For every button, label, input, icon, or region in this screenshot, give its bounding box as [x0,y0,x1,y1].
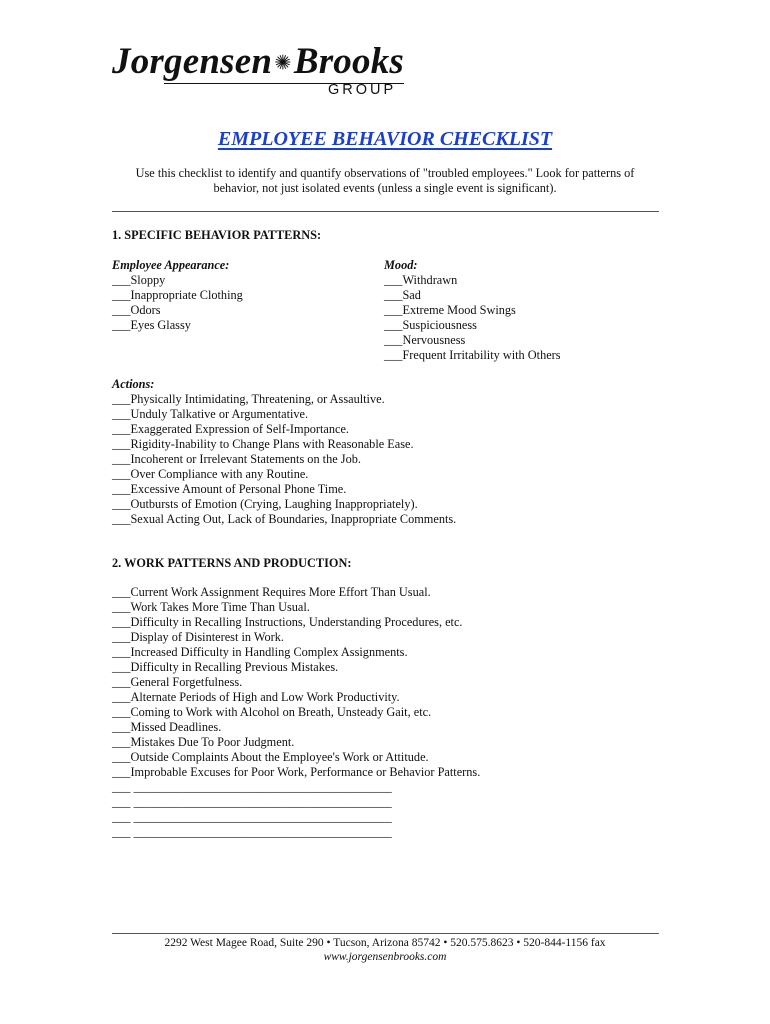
checklist-item: ___Improbable Excuses for Poor Work, Performance or Behavior Patterns. [112,765,481,779]
checklist-item: ___Work Takes More Time Than Usual. [112,600,310,614]
checklist-item: ___Missed Deadlines. [112,720,222,734]
actions-label: Actions: [112,377,155,391]
checklist-item: ___Outside Complaints About the Employee's Work or Attitude. [112,750,429,764]
logo-name-right: Brooks [293,41,404,82]
section2-heading: 2. WORK PATTERNS AND PRODUCTION: [112,556,352,570]
footer-address: 2292 West Magee Road, Suite 290 • Tucson, Arizona 85742 • 520.575.8623 • 520-844-1156 fax [164,937,606,949]
actions-list [112,392,456,527]
logo-group: GROUP [328,82,397,98]
divider [112,211,659,212]
checklist-item: ___Exaggerated Expression of Self-Importance. [112,422,349,436]
checklist-item: ___Frequent Irritability with Others [384,348,561,362]
appearance-list [112,273,243,333]
checklist-item: ___Odors [112,303,161,317]
mood-label: Mood: [384,258,418,272]
checklist-item: ___Excessive Amount of Personal Phone Time. [112,482,347,496]
mood-column [384,258,561,363]
checklist-item: ___Suspiciousness [384,318,477,332]
blank-line: ___ __________________________________________ [112,825,392,839]
checklist-item: ___Mistakes Due To Poor Judgment. [112,735,295,749]
company-logo [112,40,404,98]
checklist-item: ___Rigidity-Inability to Change Plans with Reasonable Ease. [112,437,414,451]
blank-line: ___ __________________________________________ [112,810,392,824]
checklist-item: ___Incoherent or Irrelevant Statements on the Job. [112,452,361,466]
checklist-item: ___Sloppy [112,273,166,287]
appearance-column [112,258,243,333]
checklist-item: ___Alternate Periods of High and Low Work Productivity. [112,690,400,704]
starburst-icon [274,47,292,77]
section1-heading: 1. SPECIFIC BEHAVIOR PATTERNS: [112,228,322,242]
checklist-item: ___Sad [384,288,421,302]
appearance-label: Employee Appearance: [112,258,230,272]
checklist-item: ___Eyes Glassy [112,318,191,332]
checklist-item: ___Sexual Acting Out, Lack of Boundaries, Inappropriate Comments. [112,512,457,526]
checklist-item: ___Nervousness [384,333,466,347]
blank-line: ___ __________________________________________ [112,780,392,794]
checklist-item: ___Extreme Mood Swings [384,303,516,317]
page-title: EMPLOYEE BEHAVIOR CHECKLIST [217,128,553,150]
checklist-item: ___Increased Difficulty in Handling Complex Assignments. [112,645,408,659]
checklist-item: ___Over Compliance with any Routine. [112,467,309,481]
logo-name-left: Jorgensen [112,41,273,82]
checklist-item: ___Coming to Work with Alcohol on Breath, Unsteady Gait, etc. [112,705,432,719]
mood-list [384,273,561,363]
checklist-item: ___Difficulty in Recalling Previous Mistakes. [112,660,339,674]
intro-text: Use this checklist to identify and quantify observations of "troubled employees." Look for patterns of behavior, not just isolated events (unless a single event is significant). [135,166,635,195]
checklist-item: ___Difficulty in Recalling Instructions, Understanding Procedures, etc. [112,615,463,629]
checklist-item: ___Display of Disinterest in Work. [112,630,284,644]
footer-divider [112,933,659,934]
work-list [112,585,480,780]
logo-wordmark [112,40,404,84]
checklist-item: ___Physically Intimidating, Threatening, or Assaultive. [112,392,385,406]
work-patterns-column [112,585,480,840]
checklist-item: ___General Forgetfulness. [112,675,243,689]
footer [0,936,770,964]
checklist-item: ___Current Work Assignment Requires More Effort Than Usual. [112,585,431,599]
checklist-item: ___Inappropriate Clothing [112,288,243,302]
actions-column [112,377,456,527]
checklist-item: ___Withdrawn [384,273,458,287]
footer-website: www.jorgensenbrooks.com [323,951,447,963]
blank-line: ___ __________________________________________ [112,795,392,809]
checklist-item: ___Outbursts of Emotion (Crying, Laughing Inappropriately). [112,497,418,511]
blank-lines [112,780,480,840]
checklist-item: ___Unduly Talkative or Argumentative. [112,407,309,421]
